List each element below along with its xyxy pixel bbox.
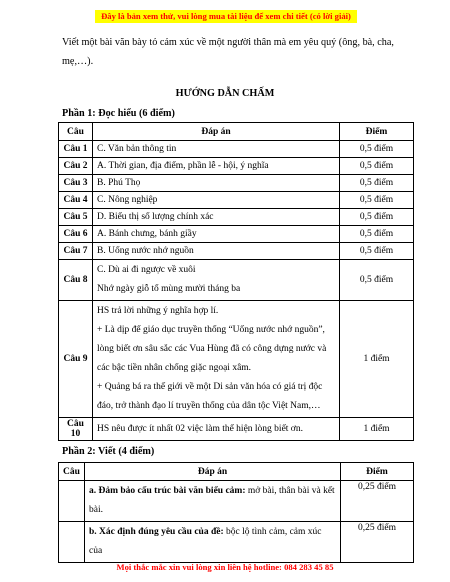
question-number: Câu 10 — [59, 418, 93, 441]
col-header-question: Câu — [59, 123, 93, 141]
answer-row — [59, 158, 414, 175]
score-cell: 0,25 điểm — [341, 481, 414, 522]
part1-answer-table — [58, 122, 414, 441]
part1-title: Phần 1: Đọc hiểu (6 điểm) — [62, 108, 175, 119]
score-cell: 0,5 điểm — [340, 158, 414, 175]
criterion-label: b. Xác định đúng yêu cầu của đề: — [89, 527, 224, 537]
answer-row — [59, 243, 414, 260]
part1-header-row — [59, 123, 414, 141]
answer-cell — [93, 141, 340, 158]
answer-cell — [93, 192, 340, 209]
criterion-text: mở bài, thân bài và kết bài. — [89, 486, 335, 515]
col-header-score: Điểm — [341, 463, 414, 481]
hotline-footer: Mọi thắc mắc xin vui lòng xin liên hệ hotline: 084 283 45 85 — [116, 562, 334, 572]
answer-cell — [93, 418, 340, 441]
answer-cell — [93, 260, 340, 301]
score-cell: 0,25 điểm — [341, 522, 414, 563]
question-number: Câu 4 — [59, 192, 93, 209]
answer-row — [59, 175, 414, 192]
answer-cell — [93, 243, 340, 260]
question-number: Câu 6 — [59, 226, 93, 243]
answer-line: B. Phú Thọ — [97, 178, 141, 188]
score-cell: 0,5 điểm — [340, 141, 414, 158]
answer-row — [59, 192, 414, 209]
answer-cell — [93, 209, 340, 226]
answer-cell — [93, 301, 340, 418]
score-cell: 0,5 điểm — [340, 192, 414, 209]
question-number: Câu 2 — [59, 158, 93, 175]
part2-header-row — [59, 463, 414, 481]
answer-line: + Quảng bá ra thế giới về một Di sản văn hóa có giá trị độc đáo, trở thành đạo lí truyền thống của dân tộc Việt Nam,… — [97, 382, 323, 411]
criterion-text: bộc lộ tình cảm, cảm xúc của — [89, 527, 322, 556]
answer-row — [59, 260, 414, 301]
question-number: Câu 5 — [59, 209, 93, 226]
col-header-answer: Đáp án — [93, 123, 340, 141]
question-number: Câu 8 — [59, 260, 93, 301]
question-number: Câu 9 — [59, 301, 93, 418]
question-number: Câu 1 — [59, 141, 93, 158]
preview-banner: Đây là bản xem thử, vui lòng mua tài liệu để xem chi tiết (có lời giải) — [95, 10, 357, 23]
score-cell: 0,5 điểm — [340, 175, 414, 192]
answer-line: B. Uống nước nhớ nguồn — [97, 246, 194, 256]
answer-row — [59, 141, 414, 158]
answer-row — [59, 522, 414, 563]
answer-line: HS trả lời những ý nghĩa hợp lí. — [97, 306, 219, 316]
answer-cell — [93, 158, 340, 175]
score-cell: 0,5 điểm — [340, 243, 414, 260]
answer-row — [59, 301, 414, 418]
answer-row — [59, 226, 414, 243]
part2-title: Phần 2: Viết (4 điểm) — [62, 446, 155, 457]
answer-line: D. Biểu thị số lượng chính xác — [97, 212, 214, 222]
answer-row — [59, 209, 414, 226]
question-number — [59, 522, 85, 563]
answer-row — [59, 418, 414, 441]
question-number — [59, 481, 85, 522]
col-header-answer: Đáp án — [85, 463, 341, 481]
col-header-question: Câu — [59, 463, 85, 481]
answer-line: + Là dịp để giáo dục truyền thống “Uống nước nhớ nguồn”, lòng biết ơn sâu sắc các Vua Hùng đã có công dựng nước và các bậc tiền nhân chống giặc ngoại xâm. — [97, 325, 327, 373]
score-cell: 1 điểm — [340, 301, 414, 418]
essay-prompt: Viết một bài văn bày tỏ cảm xúc về một người thân mà em yêu quý (ông, bà, cha, mẹ,…). — [62, 37, 394, 67]
answer-line: C. Dù ai đi ngược về xuôi — [97, 265, 196, 275]
score-cell: 0,5 điểm — [340, 260, 414, 301]
grading-guide-heading: HƯỚNG DẪN CHẤM — [175, 88, 275, 99]
answer-cell — [85, 481, 341, 522]
answer-line: A. Bánh chưng, bánh giầy — [97, 229, 197, 239]
question-number: Câu 7 — [59, 243, 93, 260]
score-cell: 0,5 điểm — [340, 209, 414, 226]
answer-line: Nhớ ngày giỗ tổ mùng mười tháng ba — [97, 284, 241, 294]
answer-line: HS nêu được ít nhất 02 việc làm thể hiện lòng biết ơn. — [97, 424, 303, 434]
part2-answer-table — [58, 462, 414, 563]
answer-line: C. Văn bản thông tin — [97, 144, 177, 154]
answer-cell — [93, 226, 340, 243]
answer-cell — [93, 175, 340, 192]
score-cell: 0,5 điểm — [340, 226, 414, 243]
col-header-score: Điểm — [340, 123, 414, 141]
criterion-label: a. Đảm bảo cấu trúc bài văn biểu cảm: — [89, 486, 246, 496]
question-number: Câu 3 — [59, 175, 93, 192]
score-cell: 1 điểm — [340, 418, 414, 441]
answer-row — [59, 481, 414, 522]
answer-line: A. Thời gian, địa điểm, phần lễ - hội, ý nghĩa — [97, 161, 269, 171]
answer-line: C. Nông nghiệp — [97, 195, 158, 205]
answer-cell — [85, 522, 341, 563]
